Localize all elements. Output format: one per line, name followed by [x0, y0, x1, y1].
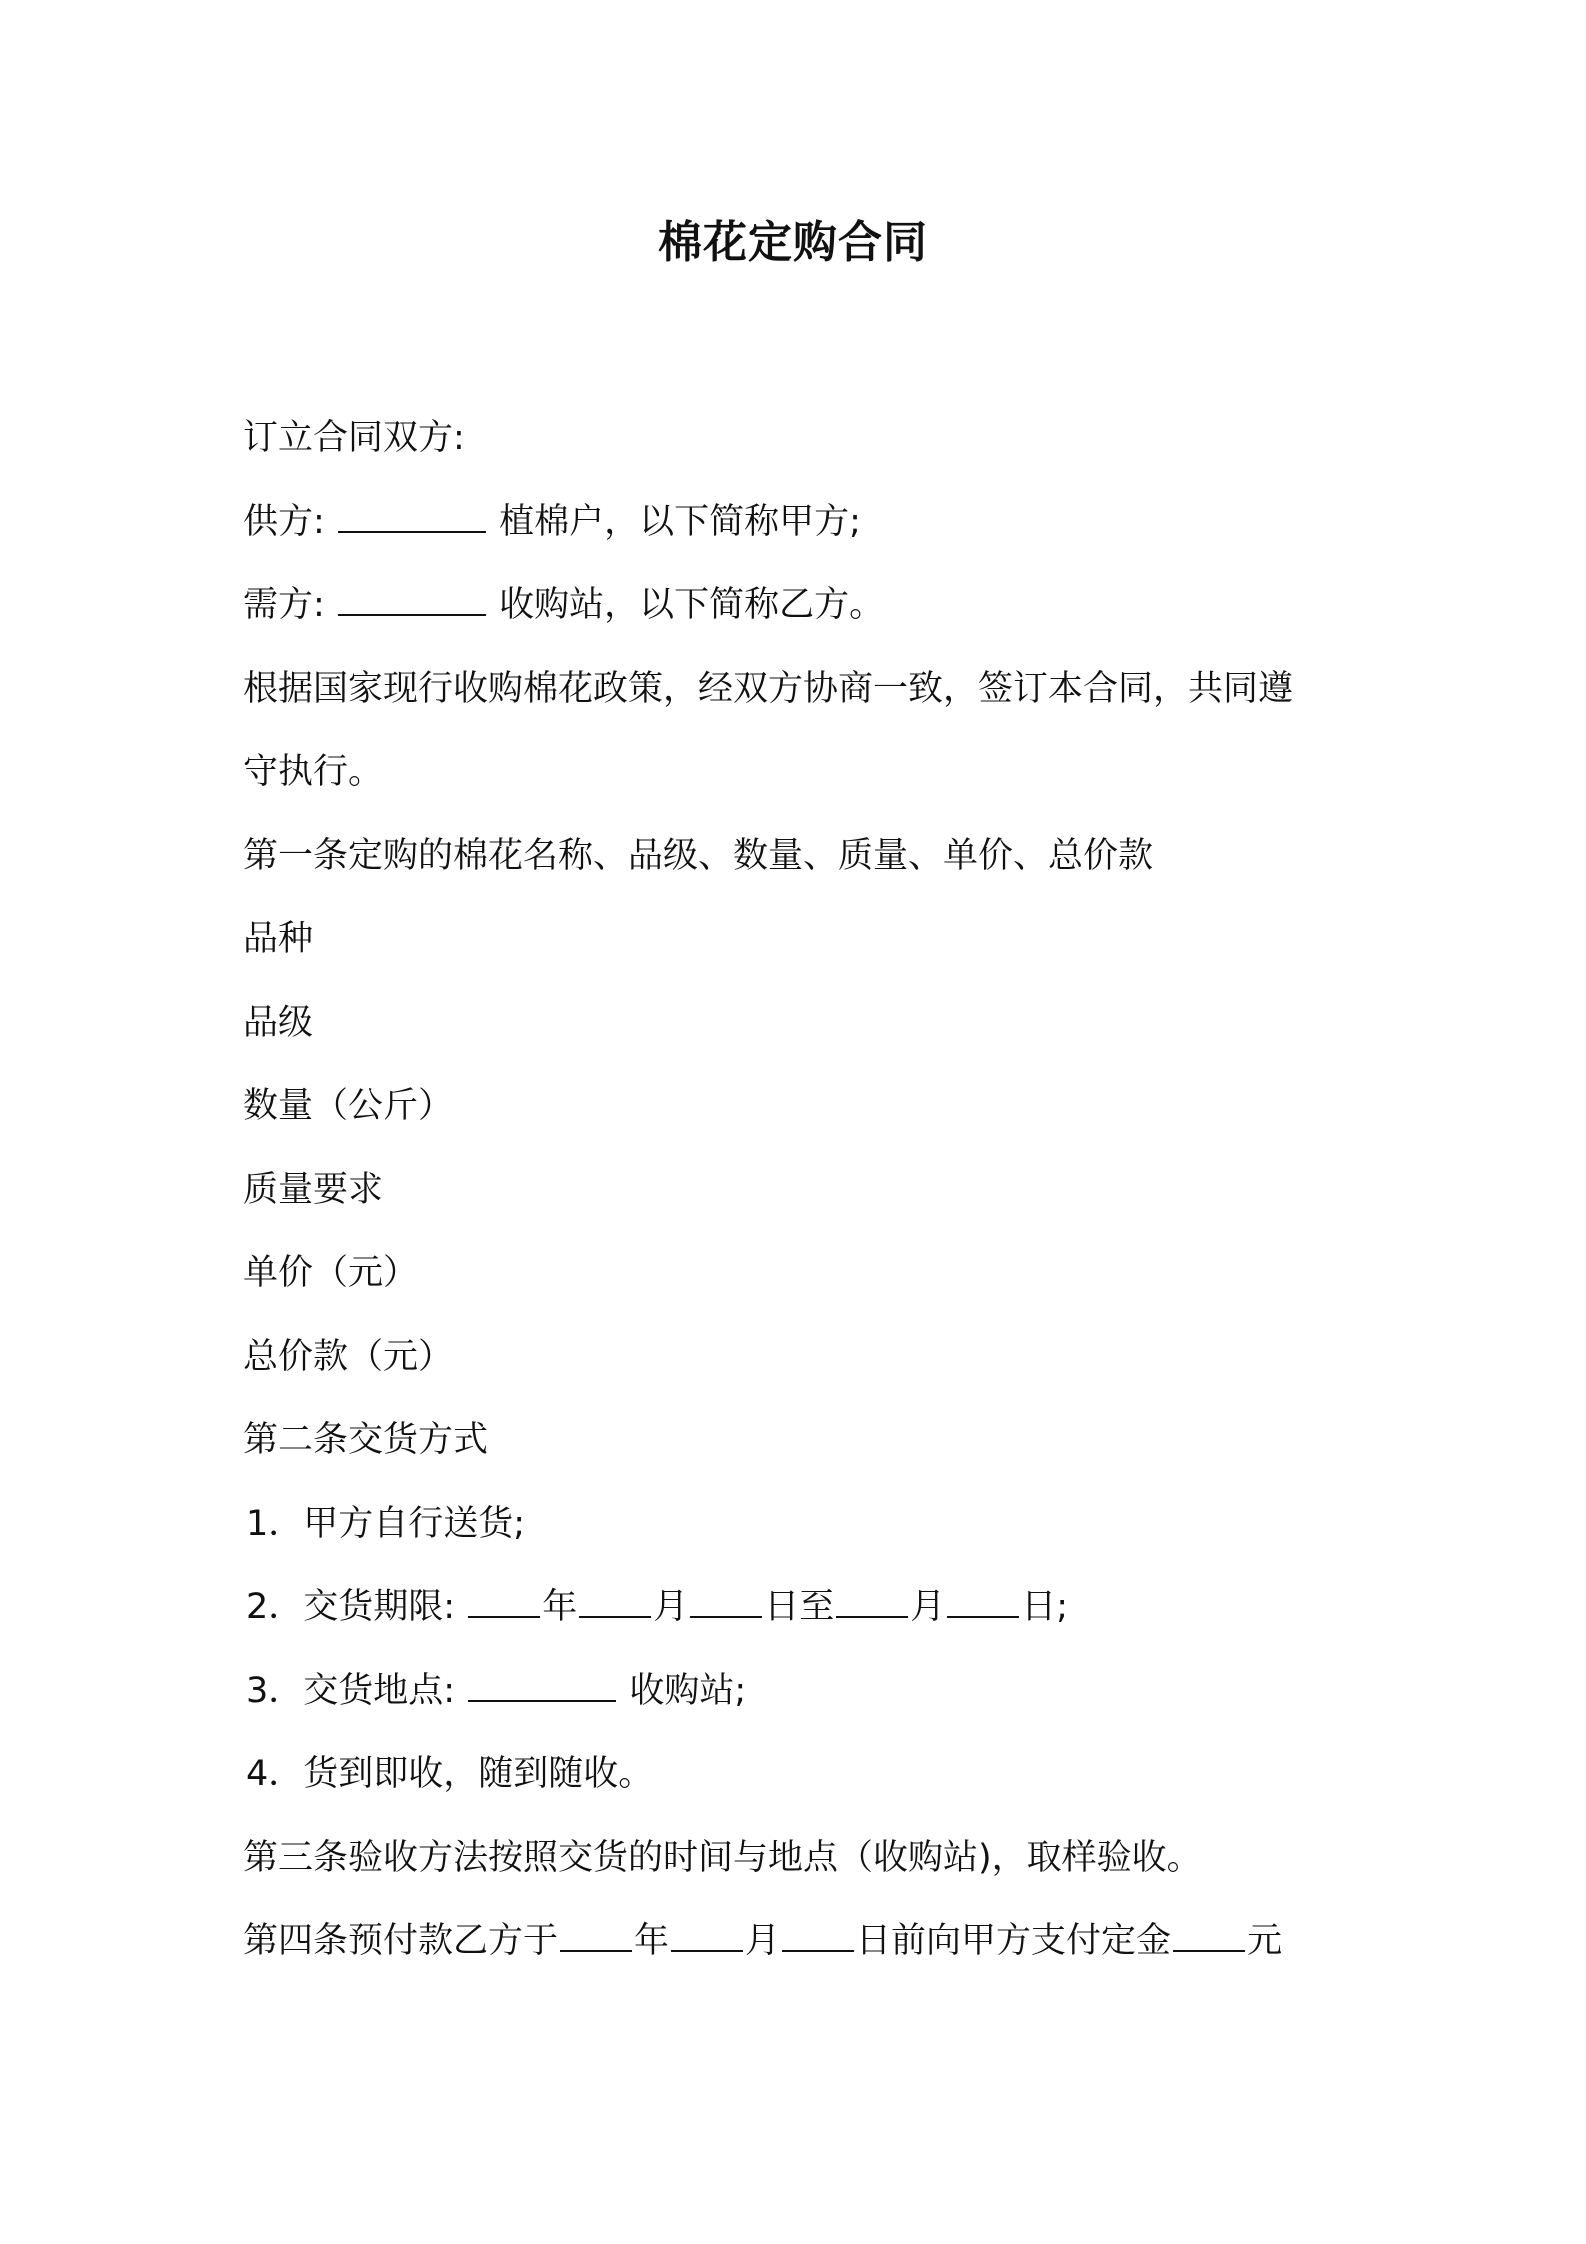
document-title: 棉花定购合同: [658, 217, 928, 268]
article-2-heading: 第二条交货方式: [243, 1420, 489, 1460]
article-1-field-unit-price: 单价（元）: [243, 1253, 419, 1293]
preamble-line-2: 守执行。: [243, 752, 384, 792]
supplier-name-blank: [338, 493, 486, 533]
buyer-label: 需方:: [243, 585, 325, 625]
month-label: 月: [653, 1587, 689, 1627]
buyer-name-blank: [338, 576, 486, 616]
supplier-line: [243, 492, 1363, 576]
article-1-field-grade: 品级: [243, 1002, 314, 1043]
delivery-end-day-blank: [947, 1578, 1019, 1618]
supplier-suffix: 植棉户，以下简称甲方;: [499, 501, 861, 542]
article-1-heading: 第一条定购的棉花名称、品级、数量、质量、单价、总价款: [243, 835, 1154, 876]
article-2-item-1: 1．甲方自行送货;: [246, 1503, 526, 1544]
delivery-year-blank: [468, 1578, 540, 1618]
month-label-4: 月: [745, 1921, 781, 1961]
delivery-place-blank: [468, 1662, 616, 1702]
delivery-place-label: 3．交货地点:: [246, 1670, 456, 1711]
preamble-line-1: 根据国家现行收购棉花政策，经双方协商一致，签订本合同，共同遵: [243, 668, 1294, 709]
deposit-amount-blank: [1173, 1912, 1245, 1952]
year-label: 年: [542, 1587, 578, 1627]
article-1-field-quantity: 数量（公斤）: [243, 1086, 454, 1126]
parties-heading: 订立合同双方:: [243, 418, 465, 458]
delivery-period-label: 2．交货期限:: [246, 1587, 456, 1627]
year-label-4: 年: [634, 1921, 670, 1961]
day-to-label: 日至: [764, 1587, 835, 1627]
prepay-day-blank: [782, 1912, 854, 1952]
article-2-item-3: [243, 1661, 1363, 1745]
article-1-field-total-price: 总价款（元）: [243, 1336, 454, 1377]
buyer-suffix: 收购站，以下简称乙方。: [499, 585, 885, 625]
article-2-item-2: [243, 1577, 1363, 1661]
month-label-2: 月: [910, 1587, 946, 1627]
delivery-day-blank: [690, 1578, 762, 1618]
prepay-year-blank: [560, 1912, 632, 1952]
currency-unit: 元: [1247, 1921, 1283, 1961]
prepay-month-blank: [671, 1912, 743, 1952]
article-4-day-suffix: 日前向甲方支付定金: [856, 1921, 1172, 1961]
article-1-field-quality: 质量要求: [243, 1169, 384, 1210]
day-end-label: 日;: [1021, 1587, 1069, 1627]
delivery-month-blank: [579, 1578, 651, 1618]
article-1-field-variety: 品种: [243, 919, 314, 959]
article-4: [243, 1911, 1363, 1995]
article-2-item-4: 4．货到即收，随到随收。: [246, 1754, 654, 1794]
supplier-label: 供方:: [243, 501, 325, 542]
delivery-place-suffix: 收购站;: [629, 1670, 747, 1711]
buyer-line: [243, 575, 1363, 659]
article-3: 第三条验收方法按照交货的时间与地点（收购站)，取样验收。: [243, 1837, 1202, 1878]
delivery-end-month-blank: [836, 1578, 908, 1618]
contract-body: [243, 408, 1363, 1995]
article-4-prefix: 第四条预付款乙方于: [243, 1921, 559, 1961]
